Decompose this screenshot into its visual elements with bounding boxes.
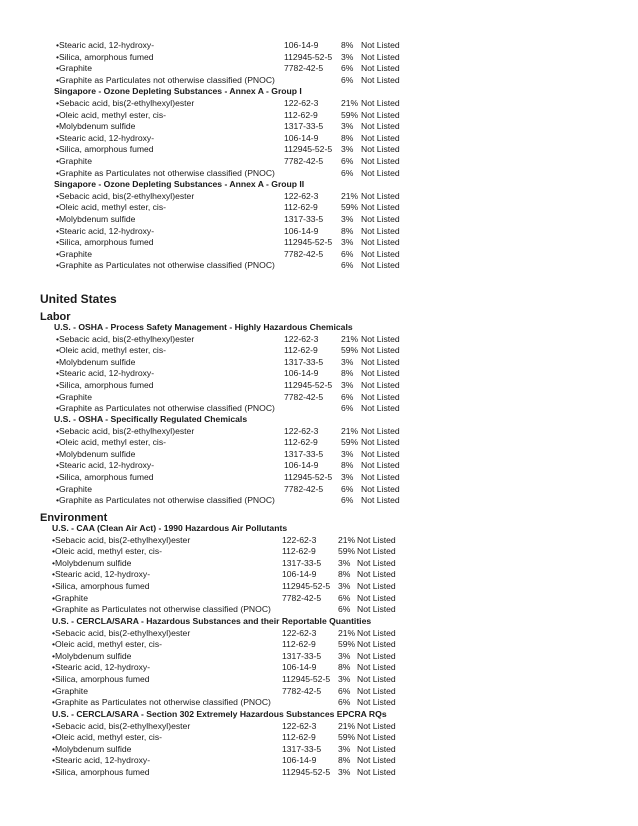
section-singapore-annex-a-group-ii	[0, 179, 638, 272]
weight-percent: 59%	[338, 732, 356, 743]
cas-number: 122-62-3	[282, 627, 317, 638]
chemical-row	[0, 721, 638, 733]
cas-number: 7782-42-5	[282, 592, 322, 603]
section-cercla-hazardous	[0, 616, 638, 709]
regulation-title: U.S. - CERCLA/SARA - Hazardous Substances and their Reportable Quantities	[52, 616, 372, 626]
chemical-name: •Sebacic acid, bis(2-ethylhexyl)ester	[56, 97, 195, 108]
weight-percent: 21%	[341, 333, 359, 344]
chemical-name: •Oleic acid, methyl ester, cis-	[56, 437, 166, 448]
chemical-name: •Graphite as Particulates not otherwise classified (PNOC)	[56, 495, 275, 506]
cas-number: 112-62-9	[282, 546, 316, 557]
listing-status: Not Listed	[361, 109, 400, 120]
chemical-row	[0, 697, 638, 709]
chemical-row	[0, 63, 638, 75]
listing-status: Not Listed	[361, 40, 400, 50]
weight-percent: 21%	[338, 627, 356, 638]
regulation-header	[0, 616, 638, 628]
chemical-name: •Graphite	[52, 592, 88, 603]
listing-status: Not Listed	[361, 483, 400, 494]
cas-number: 112-62-9	[282, 732, 316, 743]
chemical-name: •Oleic acid, methyl ester, cis-	[52, 732, 162, 743]
chemical-name: •Oleic acid, methyl ester, cis-	[56, 109, 166, 120]
listing-status: Not Listed	[357, 639, 396, 650]
chemical-name: •Sebacic acid, bis(2-ethylhexyl)ester	[52, 627, 191, 638]
regulation-title: Singapore - Ozone Depleting Substances - Annex A - Group I	[54, 86, 302, 97]
weight-percent: 59%	[341, 345, 359, 356]
chemical-row	[0, 569, 638, 581]
weight-percent: 6%	[338, 697, 351, 708]
regulation-header	[0, 414, 638, 426]
weight-percent: 59%	[341, 109, 359, 120]
chemical-row	[0, 156, 638, 168]
listing-status: Not Listed	[361, 132, 400, 143]
chemical-row	[0, 426, 638, 438]
weight-percent: 8%	[338, 569, 351, 580]
weight-percent: 6%	[341, 167, 354, 178]
chemical-name: •Silica, amorphous fumed	[56, 471, 154, 482]
chemical-row	[0, 133, 638, 145]
cas-number: 122-62-3	[284, 97, 319, 108]
chemical-row	[0, 449, 638, 461]
weight-percent: 3%	[341, 51, 354, 62]
chemical-name: •Graphite	[56, 248, 92, 259]
chemical-row	[0, 214, 638, 226]
weight-percent: 3%	[341, 237, 354, 248]
chemical-name: •Molybdenum sulfide	[56, 213, 136, 224]
chemical-row	[0, 472, 638, 484]
listing-status: Not Listed	[361, 460, 400, 471]
chemical-row	[0, 260, 638, 272]
chemical-name: •Oleic acid, methyl ester, cis-	[52, 546, 162, 557]
cas-number: 112-62-9	[284, 437, 318, 448]
chemical-name: •Molybdenum sulfide	[52, 557, 132, 568]
chemical-row	[0, 334, 638, 346]
heading-environment: Environment	[40, 512, 108, 524]
chemical-row	[0, 110, 638, 122]
chemical-row	[0, 639, 638, 651]
cas-number: 112945-52-5	[284, 51, 333, 62]
cas-number: 106-14-9	[282, 755, 317, 766]
chemical-name: •Stearic acid, 12-hydroxy-	[52, 755, 151, 766]
regulation-header	[0, 322, 638, 334]
cas-number: 106-14-9	[284, 225, 319, 236]
listing-status: Not Listed	[357, 755, 396, 766]
listing-status: Not Listed	[361, 121, 400, 132]
listing-status: Not Listed	[361, 97, 400, 108]
listing-status: Not Listed	[361, 213, 400, 224]
chemical-row	[0, 662, 638, 674]
weight-percent: 3%	[341, 448, 354, 459]
listing-status: Not Listed	[357, 743, 396, 754]
chemical-row	[0, 744, 638, 756]
listing-status: Not Listed	[357, 604, 396, 615]
chemical-row	[0, 226, 638, 238]
heading-united-states: United States	[40, 292, 117, 306]
chemical-row	[0, 460, 638, 472]
listing-status: Not Listed	[361, 225, 400, 236]
chemical-name: •Stearic acid, 12-hydroxy-	[56, 40, 155, 50]
weight-percent: 8%	[338, 755, 351, 766]
weight-percent: 3%	[341, 379, 354, 390]
listing-status: Not Listed	[357, 650, 396, 661]
chemical-name: •Silica, amorphous fumed	[52, 580, 150, 591]
section-osha-regulated	[0, 414, 638, 507]
regulation-header	[0, 179, 638, 191]
chemical-row	[0, 604, 638, 616]
weight-percent: 6%	[341, 483, 354, 494]
chemical-name: •Oleic acid, methyl ester, cis-	[52, 639, 162, 650]
chemical-row	[0, 674, 638, 686]
listing-status: Not Listed	[357, 546, 396, 557]
cas-number: 112-62-9	[282, 639, 316, 650]
weight-percent: 21%	[338, 534, 356, 545]
chemical-name: •Oleic acid, methyl ester, cis-	[56, 202, 166, 213]
listing-status: Not Listed	[357, 732, 396, 743]
chemical-name: •Molybdenum sulfide	[56, 356, 136, 367]
listing-status: Not Listed	[357, 766, 396, 777]
chemical-name: •Sebacic acid, bis(2-ethylhexyl)ester	[56, 425, 195, 436]
weight-percent: 6%	[341, 391, 354, 402]
chemical-name: •Graphite	[56, 391, 92, 402]
listing-status: Not Listed	[357, 627, 396, 638]
heading-labor: Labor	[40, 311, 71, 323]
chemical-row	[0, 98, 638, 110]
chemical-row	[0, 755, 638, 767]
listing-status: Not Listed	[357, 580, 396, 591]
regulation-header	[0, 523, 638, 535]
chemical-row	[0, 546, 638, 558]
regulation-title: U.S. - OSHA - Specifically Regulated Chemicals	[54, 414, 248, 424]
chemical-row	[0, 168, 638, 180]
chemical-name: •Graphite	[56, 63, 92, 74]
cas-number: 1317-33-5	[284, 121, 324, 132]
chemical-name: •Silica, amorphous fumed	[56, 51, 154, 62]
chemical-name: •Sebacic acid, bis(2-ethylhexyl)ester	[52, 720, 191, 731]
listing-status: Not Listed	[361, 51, 400, 62]
listing-status: Not Listed	[361, 248, 400, 259]
weight-percent: 59%	[338, 639, 356, 650]
cas-number: 1317-33-5	[282, 650, 322, 661]
weight-percent: 8%	[341, 132, 354, 143]
regulation-title: U.S. - OSHA - Process Safety Management - Highly Hazardous Chemicals	[54, 322, 353, 332]
chemical-name: •Stearic acid, 12-hydroxy-	[56, 132, 155, 143]
listing-status: Not Listed	[361, 391, 400, 402]
weight-percent: 8%	[341, 40, 354, 50]
listing-status: Not Listed	[361, 74, 400, 85]
weight-percent: 3%	[338, 766, 351, 777]
listing-status: Not Listed	[361, 368, 400, 379]
cas-number: 112945-52-5	[282, 766, 331, 777]
chemical-row	[0, 380, 638, 392]
weight-percent: 8%	[341, 460, 354, 471]
chemical-row	[0, 651, 638, 663]
cas-number: 122-62-3	[284, 425, 319, 436]
cas-number: 112945-52-5	[284, 144, 333, 155]
listing-status: Not Listed	[361, 403, 400, 414]
chemical-name: •Silica, amorphous fumed	[56, 144, 154, 155]
weight-percent: 6%	[341, 495, 354, 506]
weight-percent: 6%	[341, 260, 354, 271]
chemical-row	[0, 686, 638, 698]
listing-status: Not Listed	[357, 534, 396, 545]
cas-number: 1317-33-5	[282, 743, 322, 754]
chemical-row	[0, 144, 638, 156]
listing-status: Not Listed	[361, 425, 400, 436]
cas-number: 122-62-3	[282, 720, 317, 731]
cas-number: 112945-52-5	[284, 237, 333, 248]
chemical-row	[0, 121, 638, 133]
listing-status: Not Listed	[357, 569, 396, 580]
cas-number: 122-62-3	[284, 333, 319, 344]
listing-status: Not Listed	[361, 190, 400, 201]
chemical-row	[0, 75, 638, 87]
weight-percent: 21%	[341, 190, 359, 201]
section-singapore-annex-a-group-i	[0, 86, 638, 179]
chemical-row	[0, 593, 638, 605]
chemical-row	[0, 403, 638, 415]
chemical-name: •Sebacic acid, bis(2-ethylhexyl)ester	[52, 534, 191, 545]
weight-percent: 8%	[341, 368, 354, 379]
weight-percent: 3%	[338, 580, 351, 591]
weight-percent: 3%	[338, 557, 351, 568]
chemical-row	[0, 249, 638, 261]
chemical-row	[0, 237, 638, 249]
listing-status: Not Listed	[361, 379, 400, 390]
weight-percent: 6%	[341, 248, 354, 259]
chemical-name: •Molybdenum sulfide	[56, 121, 136, 132]
chemical-row	[0, 202, 638, 214]
cas-number: 7782-42-5	[284, 391, 324, 402]
chemical-name: •Graphite as Particulates not otherwise classified (PNOC)	[56, 74, 275, 85]
listing-status: Not Listed	[361, 333, 400, 344]
section-singapore-continued	[0, 40, 638, 86]
chemical-row	[0, 345, 638, 357]
weight-percent: 6%	[341, 155, 354, 166]
cas-number: 122-62-3	[282, 534, 317, 545]
weight-percent: 3%	[338, 743, 351, 754]
chemical-name: •Stearic acid, 12-hydroxy-	[56, 368, 155, 379]
regulation-header	[0, 86, 638, 98]
weight-percent: 8%	[338, 662, 351, 673]
chemical-name: •Silica, amorphous fumed	[52, 673, 150, 684]
listing-status: Not Listed	[361, 345, 400, 356]
weight-percent: 59%	[341, 202, 359, 213]
chemical-row	[0, 52, 638, 64]
section-osha-psm	[0, 322, 638, 415]
regulation-title: U.S. - CAA (Clean Air Act) - 1990 Hazardous Air Pollutants	[52, 523, 288, 533]
weight-percent: 6%	[341, 403, 354, 414]
chemical-name: •Silica, amorphous fumed	[56, 237, 154, 248]
weight-percent: 3%	[341, 213, 354, 224]
chemical-name: •Graphite	[56, 155, 92, 166]
listing-status: Not Listed	[361, 495, 400, 506]
chemical-name: •Graphite	[52, 685, 88, 696]
weight-percent: 6%	[338, 592, 351, 603]
weight-percent: 6%	[338, 604, 351, 615]
cas-number: 112945-52-5	[282, 580, 331, 591]
cas-number: 1317-33-5	[284, 213, 324, 224]
cas-number: 112945-52-5	[284, 379, 333, 390]
weight-percent: 3%	[338, 650, 351, 661]
chemical-name: •Silica, amorphous fumed	[56, 379, 154, 390]
section-caa-hap	[0, 523, 638, 616]
regulation-title: Singapore - Ozone Depleting Substances - Annex A - Group II	[54, 179, 305, 190]
chemical-row	[0, 368, 638, 380]
cas-number: 1317-33-5	[284, 448, 324, 459]
cas-number: 112-62-9	[284, 109, 318, 120]
cas-number: 106-14-9	[284, 368, 319, 379]
weight-percent: 21%	[341, 425, 359, 436]
weight-percent: 21%	[338, 720, 356, 731]
chemical-row	[0, 392, 638, 404]
cas-number: 7782-42-5	[284, 63, 324, 74]
cas-number: 112945-52-5	[282, 673, 331, 684]
weight-percent: 3%	[341, 144, 354, 155]
weight-percent: 8%	[341, 225, 354, 236]
cas-number: 106-14-9	[282, 569, 317, 580]
cas-number: 112945-52-5	[284, 471, 333, 482]
chemical-name: •Molybdenum sulfide	[56, 448, 136, 459]
cas-number: 106-14-9	[284, 40, 319, 50]
listing-status: Not Listed	[361, 63, 400, 74]
chemical-row	[0, 767, 638, 779]
chemical-name: •Graphite as Particulates not otherwise classified (PNOC)	[52, 604, 271, 615]
cas-number: 122-62-3	[284, 190, 319, 201]
regulation-title: U.S. - CERCLA/SARA - Section 302 Extremely Hazardous Substances EPCRA RQs	[52, 709, 387, 719]
chemical-row	[0, 581, 638, 593]
weight-percent: 21%	[341, 97, 359, 108]
weight-percent: 6%	[338, 685, 351, 696]
weight-percent: 6%	[341, 74, 354, 85]
cas-number: 1317-33-5	[282, 557, 322, 568]
listing-status: Not Listed	[361, 260, 400, 271]
chemical-row	[0, 495, 638, 507]
listing-status: Not Listed	[361, 448, 400, 459]
cas-number: 106-14-9	[284, 132, 319, 143]
listing-status: Not Listed	[361, 437, 400, 448]
chemical-row	[0, 437, 638, 449]
chemical-name: •Sebacic acid, bis(2-ethylhexyl)ester	[56, 333, 195, 344]
chemical-name: •Stearic acid, 12-hydroxy-	[52, 662, 151, 673]
chemical-name: •Graphite	[56, 483, 92, 494]
chemical-row	[0, 628, 638, 640]
chemical-row	[0, 191, 638, 203]
chemical-row	[0, 357, 638, 369]
regulation-header	[0, 709, 638, 721]
chemical-row	[0, 535, 638, 547]
listing-status: Not Listed	[357, 697, 396, 708]
chemical-name: •Graphite as Particulates not otherwise classified (PNOC)	[56, 167, 275, 178]
chemical-name: •Graphite as Particulates not otherwise classified (PNOC)	[52, 697, 271, 708]
listing-status: Not Listed	[361, 155, 400, 166]
cas-number: 7782-42-5	[284, 483, 324, 494]
weight-percent: 59%	[338, 546, 356, 557]
weight-percent: 3%	[341, 471, 354, 482]
chemical-row	[0, 484, 638, 496]
cas-number: 106-14-9	[282, 662, 317, 673]
section-cercla-section-302	[0, 709, 638, 779]
weight-percent: 3%	[341, 121, 354, 132]
weight-percent: 3%	[341, 356, 354, 367]
cas-number: 112-62-9	[284, 345, 318, 356]
chemical-row	[0, 732, 638, 744]
listing-status: Not Listed	[357, 557, 396, 568]
chemical-name: •Oleic acid, methyl ester, cis-	[56, 345, 166, 356]
listing-status: Not Listed	[357, 662, 396, 673]
cas-number: 7782-42-5	[284, 248, 324, 259]
chemical-name: •Silica, amorphous fumed	[52, 766, 150, 777]
cas-number: 7782-42-5	[284, 155, 324, 166]
listing-status: Not Listed	[357, 592, 396, 603]
chemical-name: •Stearic acid, 12-hydroxy-	[52, 569, 151, 580]
cas-number: 1317-33-5	[284, 356, 324, 367]
chemical-name: •Molybdenum sulfide	[52, 650, 132, 661]
listing-status: Not Listed	[357, 685, 396, 696]
cas-number: 106-14-9	[284, 460, 319, 471]
listing-status: Not Listed	[361, 202, 400, 213]
chemical-name: •Graphite as Particulates not otherwise classified (PNOC)	[56, 403, 275, 414]
chemical-row	[0, 40, 638, 52]
listing-status: Not Listed	[361, 167, 400, 178]
chemical-name: •Graphite as Particulates not otherwise classified (PNOC)	[56, 260, 275, 271]
cas-number: 112-62-9	[284, 202, 318, 213]
chemical-row	[0, 558, 638, 570]
listing-status: Not Listed	[361, 356, 400, 367]
weight-percent: 6%	[341, 63, 354, 74]
cas-number: 7782-42-5	[282, 685, 322, 696]
chemical-name: •Stearic acid, 12-hydroxy-	[56, 225, 155, 236]
chemical-name: •Molybdenum sulfide	[52, 743, 132, 754]
chemical-name: •Sebacic acid, bis(2-ethylhexyl)ester	[56, 190, 195, 201]
listing-status: Not Listed	[357, 720, 396, 731]
listing-status: Not Listed	[361, 144, 400, 155]
weight-percent: 3%	[338, 673, 351, 684]
listing-status: Not Listed	[361, 471, 400, 482]
listing-status: Not Listed	[361, 237, 400, 248]
weight-percent: 59%	[341, 437, 359, 448]
listing-status: Not Listed	[357, 673, 396, 684]
chemical-name: •Stearic acid, 12-hydroxy-	[56, 460, 155, 471]
